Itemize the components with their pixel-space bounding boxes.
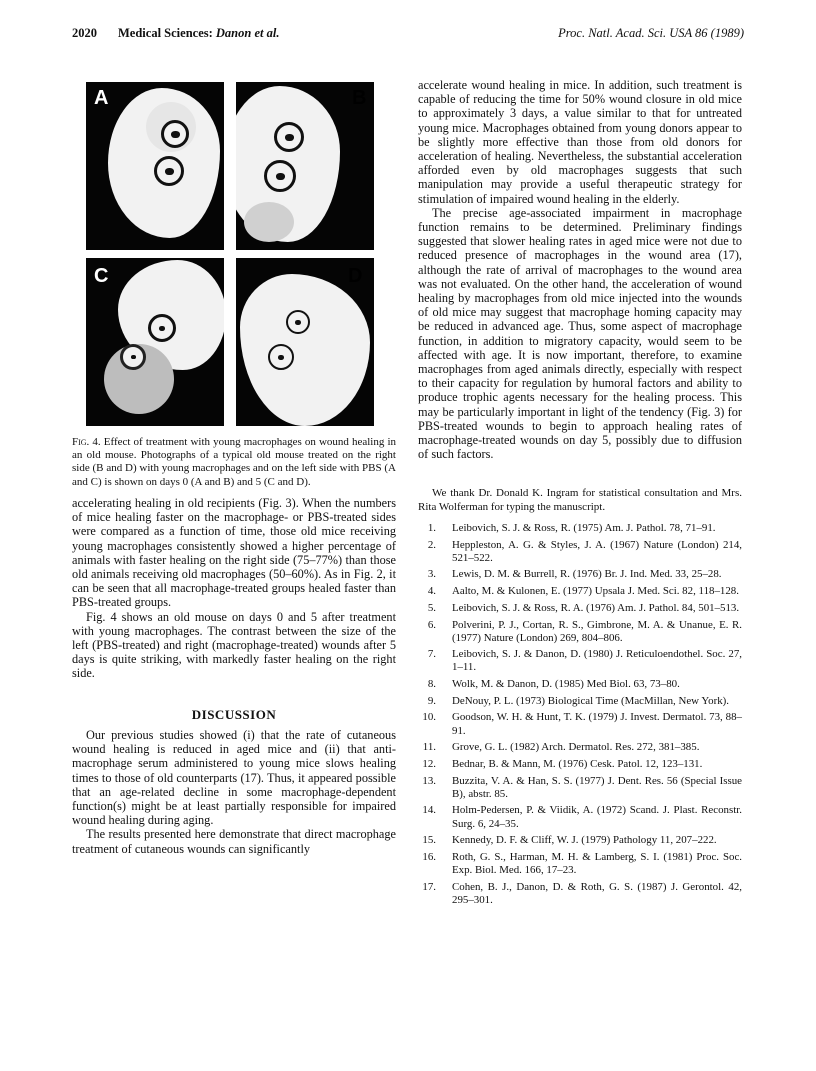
discussion-paragraph-4: The precise age-associated impairment in macrophage function remains to be determined. Preliminary findings suggested that slower healing rates in aged mice were not due to reduced presence of macrophages in the wound area (17), although the rate of arrival of macrophages to the wound area was not evaluated. On the other hand, the acceleration of wound healing by macrophages from old mice injected into the wounds of old mice may suggest that macrophage homing capacity may be reduced in advanced age. Thus, some aspect of macrophage function, in addition to migratory capacity, would seem to be affected with age. It is now important, therefore, to examine macrophages from aged animals directly, especially with respect to their capacity for regulation by humoral factors and ability to produce trophic agents necessary for the healing process. This may be particularly important in light of the tendency (Fig. 3) for PBS-treated wounds to begin to approach healing rates of macrophage-treated wounds on day 5, possibly due to diffusion of such factors. bbox=[418, 205, 742, 462]
discussion-paragraph-3: accelerate wound healing in mice. In addition, such treatment is capable of reducing the time for 50% wound closure in old mice to approximately 3 days, a value similar to that for untreated young mice. Macrophages obtained from young donors appear to be slightly more effective than those from old donors for acceleration of healing. Nevertheless, the substantial acceleration afforded even by old macrophages suggests that such manipulation may provide a useful therapeutic strategy for stimulation of impaired wound healing in the elderly. bbox=[418, 78, 742, 206]
authors: Danon et al. bbox=[215, 26, 280, 40]
figure-caption-lead: Fig. 4. bbox=[72, 436, 101, 448]
reference-item: 14. Holm-Pedersen, P. & Viidik, A. (1972) Scand. J. Plast. Reconstr. Surg. 6, 24–35. bbox=[422, 804, 742, 830]
results-paragraph-1: accelerating healing in old recipients (Fig. 3). When the numbers of mice healing faster on the macrophage- or PBS-treated sides were compared as a function of time, those old mice receiving young macrophages consistently showed a higher percentage of animals with faster healing on the right side (75–77%) than those old animals receiving old macrophages (50–60%). As in Fig. 2, it can be seen that all macrophage-treated groups healed faster than PBS-treated groups. bbox=[72, 496, 396, 610]
right-column-discussion bbox=[418, 78, 742, 461]
reference-item: 5. Leibovich, S. J. & Ross, R. A. (1976) Am. J. Pathol. 84, 501–513. bbox=[427, 601, 740, 614]
acknowledgment bbox=[418, 487, 742, 514]
journal-citation: Proc. Natl. Acad. Sci. USA 86 (1989) bbox=[558, 26, 744, 40]
figure-caption-text: Effect of treatment with young macrophages on wound healing in an old mouse. Photographs of a typical old mouse treated on the right side (B and D) with young macrophages and on the left side with PBS (A and C) is shown on days 0 (A and B) and 5 (C and D). bbox=[72, 436, 397, 488]
reference-item: 6. Polverini, P. J., Cortan, R. S., Gimbrone, M. A. & Unanue, E. R. (1977) Nature (London) 269, 804–806. bbox=[427, 618, 742, 644]
reference-item: 11. Grove, G. L. (1982) Arch. Dermatol. Res. 272, 381–385. bbox=[422, 741, 700, 754]
reference-item: 12. Bednar, B. & Mann, M. (1976) Cesk. Patol. 12, 123–131. bbox=[422, 757, 703, 770]
figure-panel-c bbox=[86, 258, 224, 426]
reference-item: 15. Kennedy, D. F. & Cliff, W. J. (1979) Pathology 11, 207–222. bbox=[422, 834, 717, 847]
panel-label-a: A bbox=[94, 87, 109, 109]
page-number: 2020 bbox=[72, 26, 97, 40]
reference-list bbox=[418, 522, 742, 910]
reference-item: 13. Buzzita, V. A. & Han, S. S. (1977) J. Dent. Res. 56 (Special Issue B), abstr. 85. bbox=[422, 774, 742, 800]
reference-item: 16. Roth, G. S., Harman, M. H. & Lamberg, S. I. (1981) Proc. Soc. Exp. Biol. Med. 166, 17–23. bbox=[422, 850, 742, 876]
reference-item: 8. Wolk, M. & Danon, D. (1985) Med Biol. 63, 73–80. bbox=[427, 678, 680, 691]
results-paragraph-2: Fig. 4 shows an old mouse on days 0 and 5 after treatment with young macrophages. The contrast between the size of the left (PBS-treated) and right (macrophage-treated) wounds after 5 days is quite striking, with markedly faster healing on the right side. bbox=[72, 609, 396, 681]
figure-panel-a bbox=[86, 82, 224, 250]
panel-label-b: B bbox=[352, 87, 367, 109]
reference-item: 17. Cohen, B. J., Danon, D. & Roth, G. S. (1987) J. Gerontol. 42, 295–301. bbox=[422, 880, 742, 906]
panel-label-c: C bbox=[94, 265, 109, 287]
discussion-heading: DISCUSSION bbox=[191, 707, 277, 722]
left-column-results bbox=[72, 496, 396, 681]
reference-item: 3. Lewis, D. M. & Burrell, R. (1976) Br. J. Ind. Med. 33, 25–28. bbox=[427, 568, 722, 581]
reference-item: 10. Goodson, W. H. & Hunt, T. K. (1979) J. Invest. Dermatol. 73, 88–91. bbox=[422, 711, 742, 737]
acknowledgment-text: We thank Dr. Donald K. Ingram for statistical consultation and Mrs. Rita Wolferman for typing the manuscript. bbox=[418, 487, 742, 513]
discussion-paragraph-2: The results presented here demonstrate that direct macrophage treatment of cutaneous wounds can significantly bbox=[72, 827, 396, 856]
figure-panel-b bbox=[236, 82, 374, 250]
reference-item: 2. Heppleston, A. G. & Styles, J. A. (1967) Nature (London) 214, 521–522. bbox=[427, 538, 742, 564]
running-header bbox=[72, 26, 744, 42]
figure-caption bbox=[72, 436, 396, 489]
section-and-authors bbox=[118, 26, 279, 41]
reference-item: 4. Aalto, M. & Kulonen, E. (1977) Upsala J. Med. Sci. 82, 118–128. bbox=[427, 585, 739, 598]
reference-item: 7. Leibovich, S. J. & Danon, D. (1980) J. Reticuloendothel. Soc. 27, 1–11. bbox=[427, 648, 742, 674]
left-column-discussion bbox=[72, 728, 396, 856]
figure-panel-d bbox=[236, 258, 374, 426]
section-label: Medical Sciences: bbox=[118, 26, 216, 40]
panel-label-d: D bbox=[348, 265, 363, 287]
reference-item: 1. Leibovich, S. J. & Ross, R. (1975) Am. J. Pathol. 78, 71–91. bbox=[427, 522, 716, 534]
reference-item: 9. DeNouy, P. L. (1973) Biological Time (MacMillan, New York). bbox=[427, 694, 729, 707]
figure-4 bbox=[86, 82, 386, 430]
discussion-paragraph-1: Our previous studies showed (i) that the rate of cutaneous wound healing is reduced in aged mice and (ii) that anti-macrophage serum administered to young mice slows healing times to those of old counterparts (17). Thus, it appeared possible that an age-related decline in some macrophage-dependent function(s) might be at least partially responsible for impaired wound healing during aging. bbox=[72, 728, 396, 828]
